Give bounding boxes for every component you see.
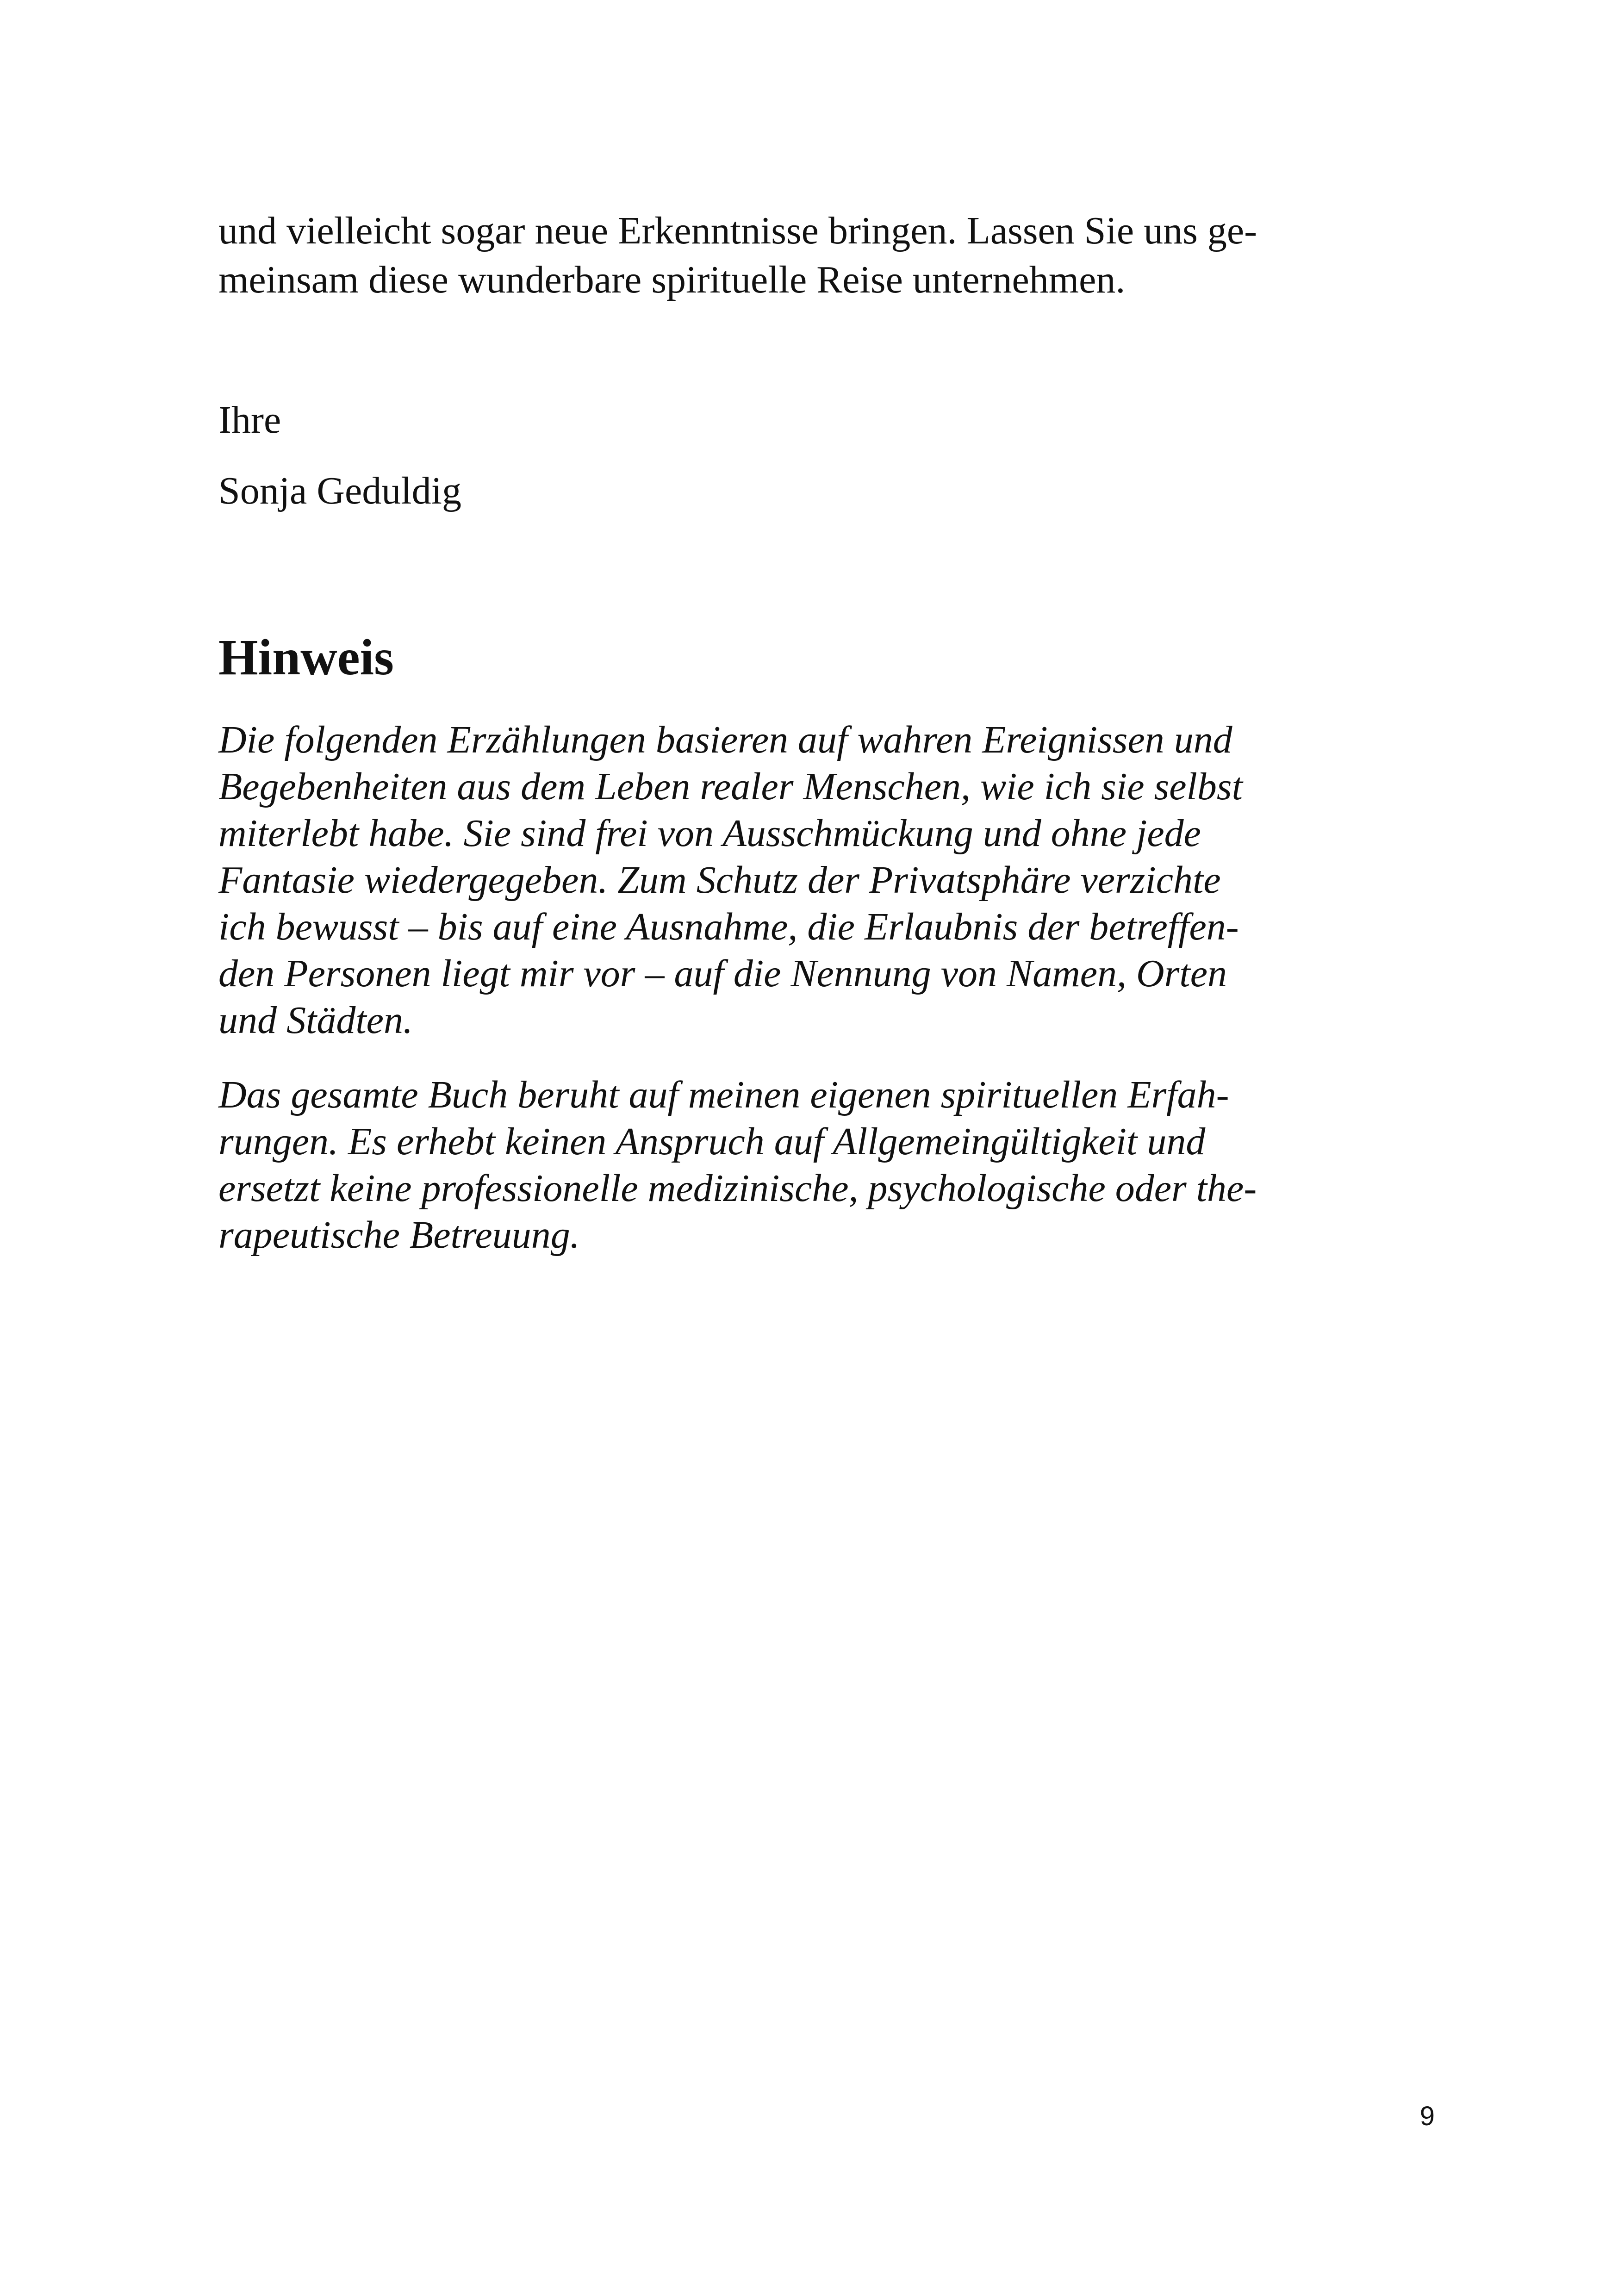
notice-line: ich bewusst – bis auf eine Ausnahme, die Erlaubnis der betreffen- xyxy=(218,905,1239,948)
closing-salutation: Ihre xyxy=(218,398,281,442)
notice-line: rungen. Es erhebt keinen Anspruch auf Allgemeingültigkeit und xyxy=(218,1120,1206,1163)
notice-line: ersetzt keine professionelle medizinische, psychologische oder the- xyxy=(218,1167,1257,1210)
notice-line: den Personen liegt mir vor – auf die Nennung von Namen, Orten xyxy=(218,952,1227,995)
page-number: 9 xyxy=(1419,2101,1435,2131)
notice-line: Das gesamte Buch beruht auf meinen eigenen spirituellen Erfah- xyxy=(218,1073,1229,1116)
notice-line: und Städten. xyxy=(218,999,413,1042)
author-signature: Sonja Geduldig xyxy=(218,469,461,512)
notice-line: Die folgenden Erzählungen basieren auf wahren Ereignissen und xyxy=(218,718,1232,761)
section-heading: Hinweis xyxy=(218,629,394,685)
intro-paragraph xyxy=(218,206,1431,305)
notice-paragraph-2 xyxy=(218,1071,1431,1258)
notice-line: miterlebt habe. Sie sind frei von Ausschmückung und ohne jede xyxy=(218,812,1201,855)
notice-paragraph-1 xyxy=(218,716,1431,1044)
notice-line: Fantasie wiedergegeben. Zum Schutz der Privatsphäre verzichte xyxy=(218,859,1221,902)
intro-line: meinsam diese wunderbare spirituelle Reise unternehmen. xyxy=(218,258,1126,301)
intro-line: und vielleicht sogar neue Erkenntnisse bringen. Lassen Sie uns ge- xyxy=(218,209,1257,252)
notice-line: Begebenheiten aus dem Leben realer Menschen, wie ich sie selbst xyxy=(218,765,1243,808)
notice-line: rapeutische Betreuung. xyxy=(218,1213,580,1257)
